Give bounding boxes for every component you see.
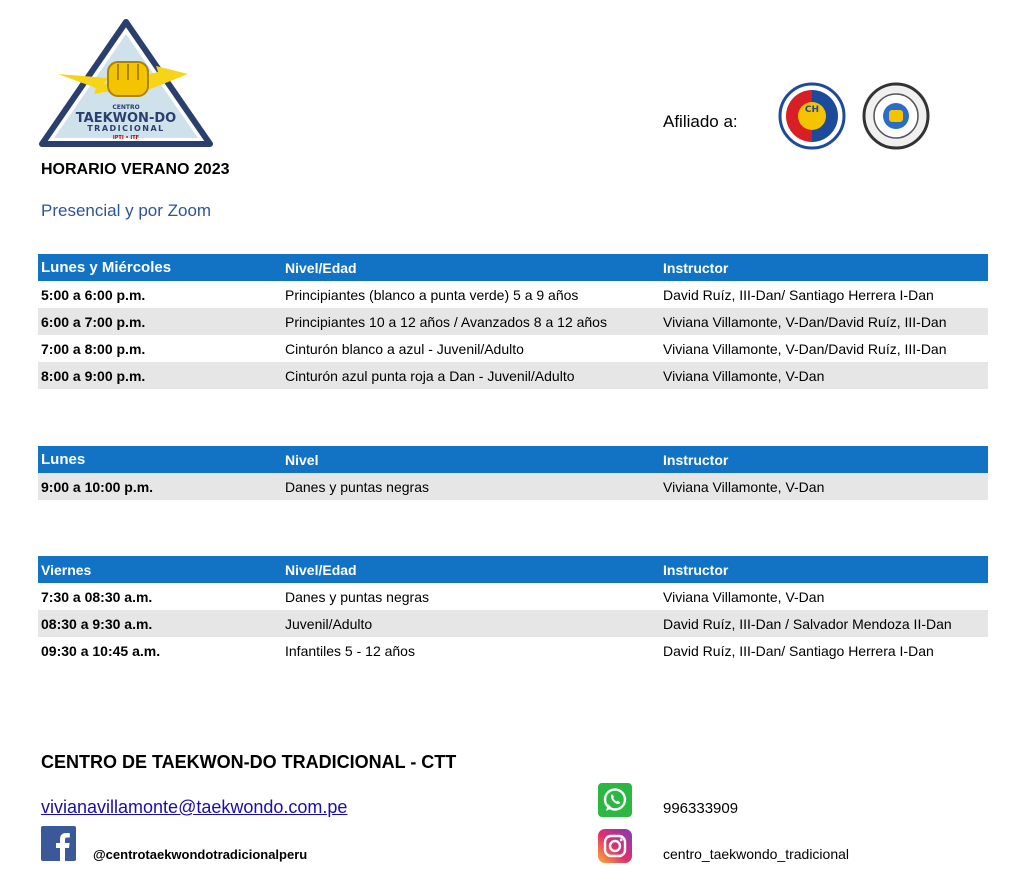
instagram-icon[interactable] [598,829,632,863]
schedule-table-viernes [38,556,988,664]
footer-title: CENTRO DE TAEKWON-DO TRADICIONAL - CTT [41,752,457,772]
ipti-emblem-text: CH [804,105,820,115]
level-cell: Cinturón azul punta roja a Dan - Juvenil/Adulto [282,362,660,389]
schedule-table-lunes-miercoles [38,254,988,389]
time-cell: 09:30 a 10:45 a.m. [41,642,161,659]
logo-line3: TRADICIONAL [87,124,165,133]
affiliation-label: Afiliado a: [663,112,738,131]
facebook-handle[interactable]: @centrotaekwondotradicionalperu [93,847,308,862]
column-header-day: Viernes [38,556,282,583]
instagram-handle[interactable]: centro_taekwondo_tradicional [663,846,850,862]
whatsapp-icon[interactable] [598,783,632,817]
itf-emblem-icon [860,82,932,150]
time-cell: 7:30 a 08:30 a.m. [41,588,153,605]
time-cell: 8:00 a 9:00 p.m. [38,362,282,389]
time-cell: 9:00 a 10:00 p.m. [38,473,282,500]
schedule-title: HORARIO VERANO 2023 [41,161,230,178]
table-row [38,308,988,335]
level-cell: Principiantes (blanco a punta verde) 5 a 9 años [285,286,579,303]
level-cell: Danes y puntas negras [282,473,660,500]
instructor-cell: David Ruíz, III-Dan / Salvador Mendoza II-Dan [660,610,988,637]
time-cell: 08:30 a 9:30 a.m. [38,610,282,637]
column-header-level: Nivel/Edad [282,556,660,583]
table-header-row [38,254,988,281]
instructor-cell: Viviana Villamonte, V-Dan/David Ruíz, III-Dan [663,340,947,357]
instructor-cell: Viviana Villamonte, V-Dan [660,473,988,500]
level-cell: Principiantes 10 a 12 años / Avanzados 8 a 12 años [282,308,660,335]
column-header-instructor: Instructor [660,254,988,281]
column-header-instructor: Instructor [660,446,988,473]
time-cell: 6:00 a 7:00 p.m. [38,308,282,335]
time-cell: 7:00 a 8:00 p.m. [41,340,146,357]
level-cell: Infantiles 5 - 12 años [285,642,415,659]
logo-line1: CENTRO [112,104,140,111]
logo-line4: IPTI • ITF [112,135,140,141]
instructor-cell: Viviana Villamonte, V-Dan [663,588,825,605]
table-row [38,610,988,637]
logo-line2: TAEKWON-DO [75,111,177,126]
table-row [38,473,988,500]
level-cell: Cinturón blanco a azul - Juvenil/Adulto [285,340,524,357]
table-row [38,362,988,389]
table-header-row [38,556,988,583]
column-header-level: Nivel/Edad [282,254,660,281]
table-row [38,583,988,610]
level-cell: Danes y puntas negras [285,588,429,605]
instructor-cell: Viviana Villamonte, V-Dan [660,362,988,389]
instructor-cell: David Ruíz, III-Dan/ Santiago Herrera I-Dan [663,286,934,303]
table-row [38,637,988,664]
instructor-cell: David Ruíz, III-Dan/ Santiago Herrera I-Dan [663,642,934,659]
instructor-cell: Viviana Villamonte, V-Dan/David Ruíz, III-Dan [660,308,988,335]
table-row [38,335,988,362]
column-header-level: Nivel [282,446,660,473]
column-header-day: Lunes y Miércoles [38,254,282,281]
ipti-emblem-icon [778,82,846,150]
schedule-subtitle: Presencial y por Zoom [41,201,212,220]
email-link[interactable]: vivianavillamonte@taekwondo.com.pe [41,797,348,817]
facebook-icon[interactable] [41,826,76,861]
level-cell: Juvenil/Adulto [282,610,660,637]
column-header-instructor: Instructor [660,556,988,583]
whatsapp-phone[interactable]: 996333909 [663,800,739,817]
table-header-row [38,446,988,473]
time-cell: 5:00 a 6:00 p.m. [41,286,146,303]
schedule-table-lunes [38,446,988,500]
taekwondo-fist-triangle-logo-icon [38,18,214,148]
table-row [38,281,988,308]
column-header-day: Lunes [38,446,282,473]
